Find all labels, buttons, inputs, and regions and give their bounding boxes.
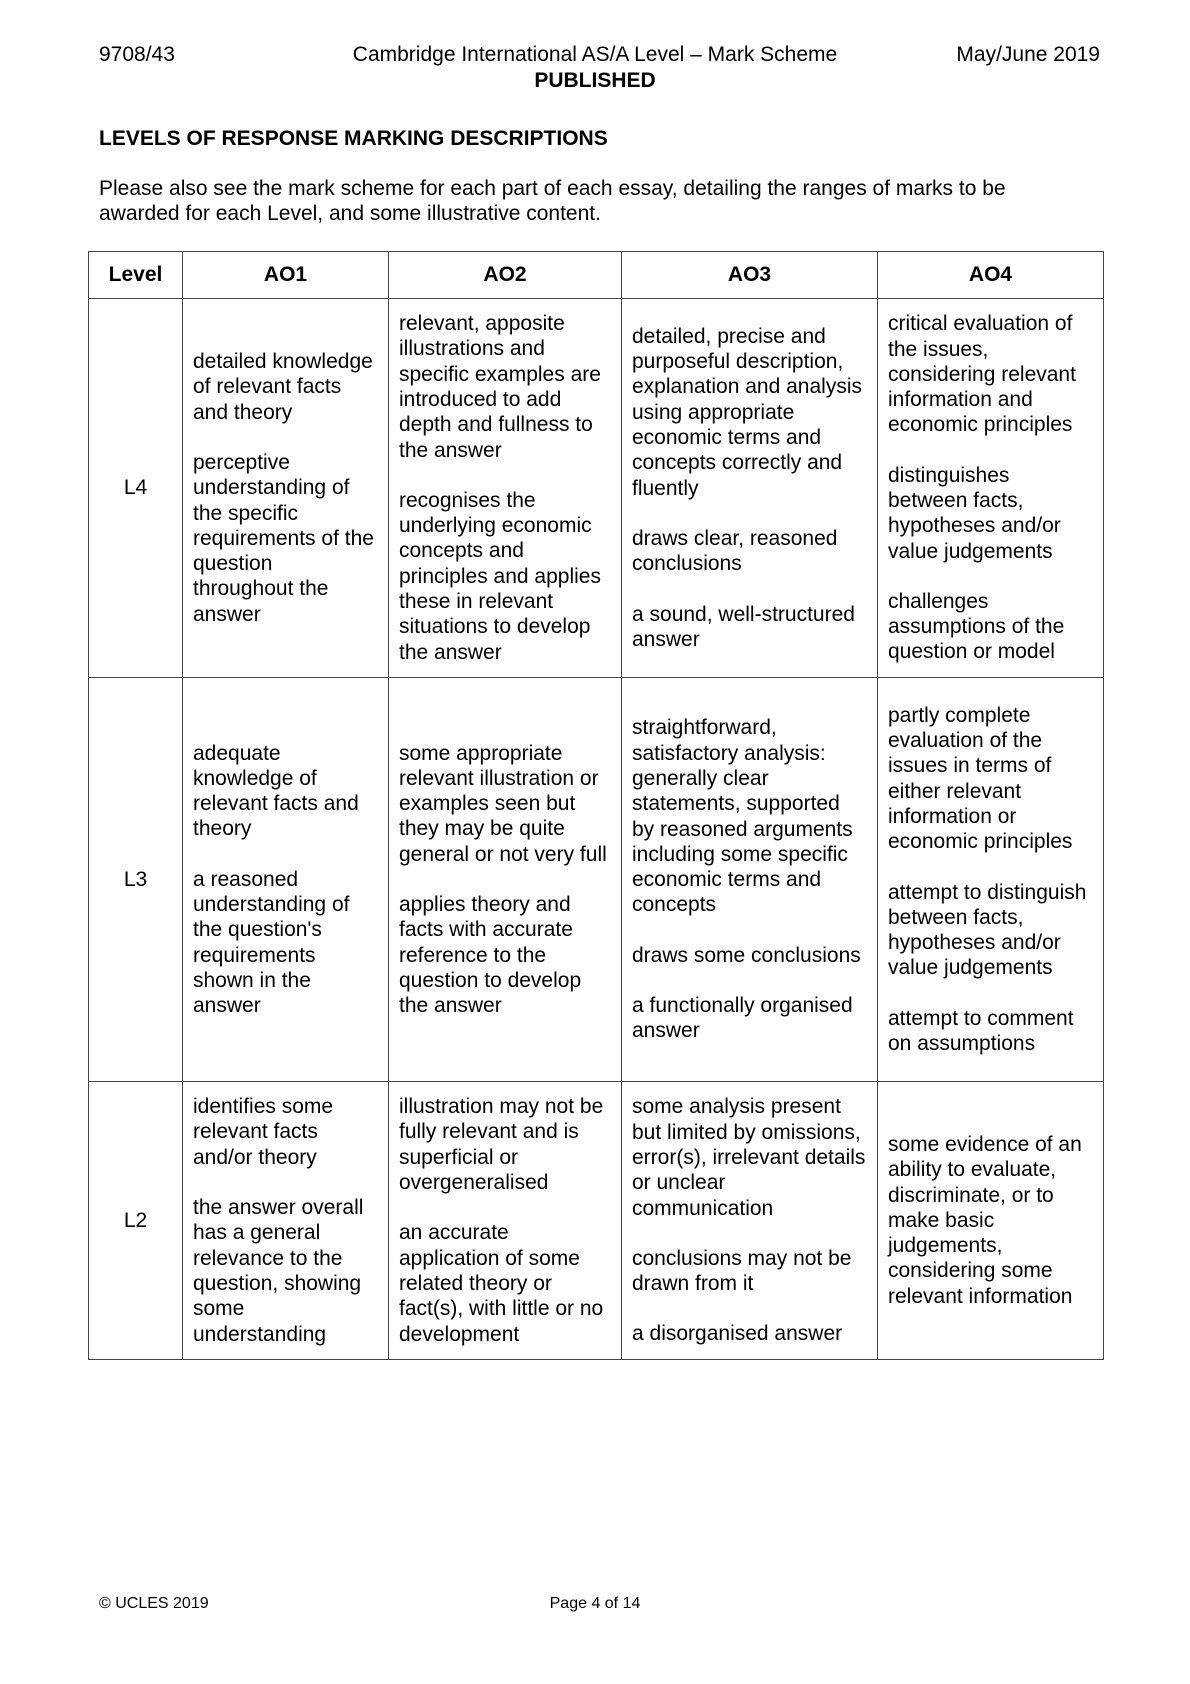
descriptor: draws clear, reasoned conclusions	[632, 526, 838, 576]
descriptor: relevant, apposite illustrations and specific examples are introduced to add depth and fullness to the answer	[399, 312, 601, 462]
table-header-row	[89, 252, 1104, 299]
ao3-cell	[622, 1082, 878, 1360]
header-ao3: AO3	[622, 252, 878, 299]
exam-session: May/June 2019	[956, 43, 1100, 66]
descriptor: partly complete evaluation of the issues in terms of either relevant information or economic principles	[888, 703, 1073, 854]
descriptor: a disorganised answer	[632, 1322, 843, 1346]
descriptor: adequate knowledge of relevant facts and theory	[193, 741, 359, 841]
ao1-cell	[183, 1082, 389, 1360]
descriptor: straightforward, satisfactory analysis: generally clear statements, supported by reasoned arguments including some specific economic terms and concepts	[632, 716, 853, 917]
header-ao1: AO1	[183, 252, 389, 299]
descriptor: some analysis present but limited by omissions, error(s), irrelevant details or unclear communication	[632, 1095, 866, 1220]
descriptor: perceptive understanding of the specific requirements of the question throughout the answer	[193, 450, 374, 626]
table-row	[89, 678, 1104, 1082]
level-cell: L3	[89, 678, 183, 1082]
descriptor: some appropriate relevant illustration or examples seen but they may be quite general or not very full	[399, 741, 607, 866]
section-heading: LEVELS OF RESPONSE MARKING DESCRIPTIONS	[99, 127, 608, 150]
ao2-cell	[389, 299, 622, 678]
ao1-cell	[183, 678, 389, 1082]
ao4-cell	[878, 678, 1104, 1082]
header-ao2: AO2	[389, 252, 622, 299]
descriptor: a reasoned understanding of the question's requirements shown in the answer	[193, 867, 350, 1018]
ao2-cell	[389, 678, 622, 1082]
level-cell: L4	[89, 299, 183, 678]
descriptor: some evidence of an ability to evaluate, discriminate, or to make basic judgements, considering some relevant information	[888, 1132, 1082, 1308]
descriptor: attempt to comment on assumptions	[888, 1006, 1074, 1055]
intro-paragraph: Please also see the mark scheme for each part of each essay, detailing the ranges of marks to be awarded for each Level, and some illustrative content.	[99, 177, 1006, 225]
descriptor: illustration may not be fully relevant and is superficial or overgeneralised	[399, 1095, 604, 1195]
descriptor: a functionally organised answer	[632, 994, 853, 1043]
descriptor: conclusions may not be drawn from it	[632, 1246, 852, 1296]
exam-code: 9708/43	[99, 43, 175, 66]
published-label: PUBLISHED	[534, 69, 656, 92]
descriptor: detailed knowledge of relevant facts and theory	[193, 350, 373, 424]
ao3-cell	[622, 678, 878, 1082]
document-title: Cambridge International AS/A Level – Mark Scheme	[352, 43, 838, 66]
ao2-cell	[389, 1082, 622, 1360]
table-row	[89, 299, 1104, 678]
descriptor: detailed, precise and purposeful description, explanation and analysis using appropriate economic terms and concepts correctly and fluently	[632, 324, 862, 500]
descriptor: a sound, well-structured answer	[632, 602, 855, 651]
descriptor: identifies some relevant facts and/or theory	[193, 1095, 334, 1169]
descriptor: critical evaluation of the issues, considering relevant information and economic principles	[888, 312, 1076, 437]
descriptor: challenges assumptions of the question or model	[888, 589, 1065, 664]
descriptor: attempt to distinguish between facts, hypotheses and/or value judgements	[888, 880, 1087, 980]
copyright: © UCLES 2019	[99, 1595, 209, 1612]
descriptor: applies theory and facts with accurate reference to the question to develop the answer	[399, 893, 582, 1018]
header-ao4: AO4	[878, 252, 1104, 299]
descriptor: an accurate application of some related theory or fact(s), with little or no development	[399, 1221, 604, 1346]
header-level: Level	[89, 252, 183, 299]
descriptor: the answer overall has a general relevance to the question, showing some understanding	[193, 1196, 364, 1346]
table-row	[89, 1082, 1104, 1360]
levels-table	[88, 251, 1104, 1360]
ao4-cell	[878, 299, 1104, 678]
page-number: Page 4 of 14	[549, 1595, 641, 1612]
descriptor: draws some conclusions	[632, 943, 861, 967]
descriptor: recognises the underlying economic concepts and principles and applies these in relevant situations to develop the answer	[399, 488, 601, 664]
descriptor: distinguishes between facts, hypotheses and/or value judgements	[888, 463, 1061, 563]
ao4-cell	[878, 1082, 1104, 1360]
ao1-cell	[183, 299, 389, 678]
level-cell: L2	[89, 1082, 183, 1360]
ao3-cell	[622, 299, 878, 678]
